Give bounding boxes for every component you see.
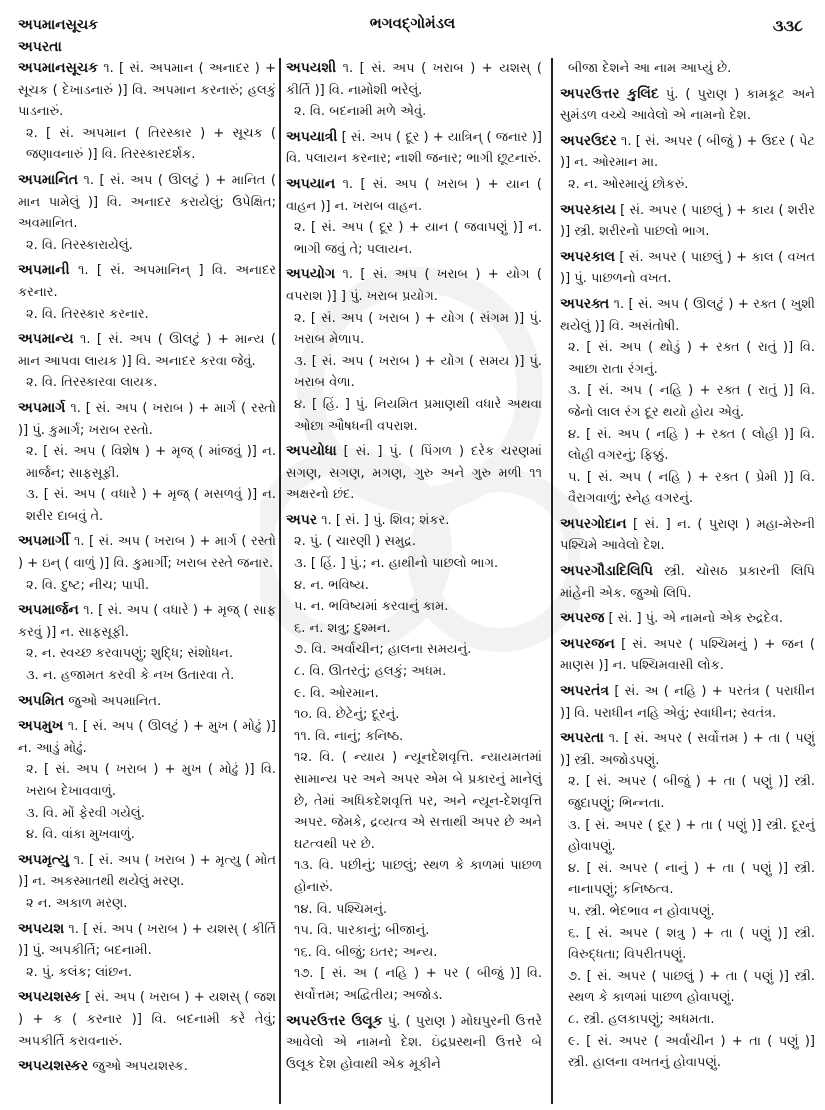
sense: ૨ ન. અકાળ મરણ. xyxy=(26,895,128,911)
headword: અપરતંત્ર xyxy=(560,683,609,700)
sense: ૧. [ સં. અપ ( ઊલટું ) + માન્ય ( માન આપવા લાયક )] વિ. અનાદર કરવા જેવું. xyxy=(18,332,277,369)
dictionary-entry xyxy=(18,398,276,528)
headword: અપમાર્ગી xyxy=(18,533,70,550)
entry-first-line xyxy=(18,850,276,893)
sense: ૧૦. વિ. છેટેનું; દૂરનું. xyxy=(294,707,400,723)
entry-first-line xyxy=(560,634,815,677)
sense: ૪. ન. ભવિષ્ય. xyxy=(294,577,369,593)
headword: અપર xyxy=(286,511,318,528)
sense: [ સં. અ ( નહિ ) + પરતંત્ર ( પરાધીન )] વિ. પરાધીન નહિ એવું; સ્વાધીન; સ્વતંત્ર. xyxy=(560,684,815,721)
sense: ૧. [ સં. ] પું. શિવ; શંકર. xyxy=(321,512,450,528)
sense: ૧૩. વિ. પછીનું; પાછલું; સ્થળ કે કાળમાં પાછળ હોનારું. xyxy=(294,858,542,895)
sense: ૧. [ સં. અપમાનિન્ ] વિ. અનાદર કરનાર. xyxy=(18,263,276,300)
sense: ૧૭. [ સં. અ ( નહિ ) + પર ( બીજું )] વિ. સર્વોત્તમ; અદ્વિતીય; અજોડ. xyxy=(294,966,542,1003)
headword: અપયાત્રી xyxy=(286,128,338,145)
entry-first-line xyxy=(18,531,276,574)
headword: અપમાની xyxy=(18,262,70,279)
sense: ૮. સ્ત્રી. હલકાપણું; અધમતા. xyxy=(568,1011,715,1027)
sense: ૪. [ સં. અપ ( નહિ ) + રક્ત ( લોહી )] વિ. લોહી વગરનું; ફિક્કું. xyxy=(568,426,815,464)
dictionary-entry xyxy=(560,247,815,290)
dictionary-entry xyxy=(286,510,542,1007)
headword: અપમૃત્યુ xyxy=(18,851,70,868)
headword: અપયશસ્ક xyxy=(18,989,81,1006)
entry-first-line xyxy=(560,247,815,290)
sense: જુઓ અપમાનિત. xyxy=(68,693,162,709)
sense: ૨. ન. સ્વચ્છ કરવાપણું; શુદ્ધિ; સંશોધન. xyxy=(26,646,233,662)
entry-first-line xyxy=(560,84,815,127)
dictionary-entry xyxy=(18,170,276,256)
sense: ૩. [ સં. અપ ( નહિ ) + રક્ત ( રાતું )] વિ. જેનો લાલ રંગ દૂર થયો હોય એવું. xyxy=(568,383,815,420)
headword: અપયાન xyxy=(286,175,336,192)
entry-first-line xyxy=(286,174,542,217)
sense: ૨. [ સં. અપ ( ખરાબ ) + યોગ ( સંગમ )] પું. ખરાબ મેળાપ. xyxy=(294,310,542,348)
headword: અપયશી xyxy=(286,60,337,76)
sense: ૩. ન. હજામત કરવી કે નખ ઉતારવા તે. xyxy=(26,668,235,684)
sense: સ્ત્રી. ચોસઠ પ્રકારની લિપિ માંહેની એક. જુઓ લિપિ. xyxy=(560,564,815,601)
dictionary-entry xyxy=(286,1011,542,1076)
sense: ૩. વિ. મોં ફેરવી ગયેલું. xyxy=(26,805,145,821)
column-2 xyxy=(286,58,542,1079)
entry-first-line xyxy=(18,600,276,643)
headword: અપરક્ત xyxy=(560,295,610,312)
sense: ૧. [ સં. અપ ( ખરાબ ) + માર્ગ ( રસ્તો ) + ઇન્ ( વાળું )] વિ. કુમાર્ગી; ખરાબ રસ્તે જનાર. xyxy=(18,534,276,572)
sense: ૨. પું. કલંક; લાંછન. xyxy=(26,964,133,980)
sense: ૧૨. વિ. ( ન્યાય ) ન્યૂનદેશવૃત્તિ. ન્યાયમતમાં સામાન્ય પર અને અપર એમ બે પ્રકારનું માનેલું છે, તેમાં અધિકદેશવૃત્તિ પર, અને ન્યૂન-દેશવૃત્તિ અપર. જેમકે, દ્રવ્યત્વ એ સત્તાથી અપર છે અને ઘટત્વથી પર છે. xyxy=(294,750,542,852)
sense: ૧. [ સં. અપ ( ખરાબ ) + યાન ( વાહન )] ન. ખરાબ વાહન. xyxy=(286,176,542,214)
sense: ૫. ન. ભવિષ્યમાં કરવાનું કામ. xyxy=(294,599,449,615)
sense: ૫. [ સં. અપ ( નહિ ) + રક્ત ( પ્રેમી )] વિ. વૈરાગવાળું; સ્નેહ વગરનું. xyxy=(568,469,815,507)
sense: ૯. વિ. ઓરમાન. xyxy=(294,685,379,701)
dictionary-entry xyxy=(18,716,276,846)
dictionary-entry xyxy=(18,260,276,325)
headword: અપરગૌડાદિલિપિ xyxy=(560,563,654,580)
sense: ૧. [ સં. અપ ( ઊલટું ) + માનિત ( માન પામેલું )] વિ. અનાદર કરાયેલું; ઉપેક્ષિત; અવમાનિત. xyxy=(18,172,276,232)
sense: [ સં. અપ ( ખરાબ ) + યશસ્ ( જશ ) + ક ( કરનાર )] વિ. બદનામી કરે તેવું; અપકીર્તિ કરાવનારું. xyxy=(18,990,276,1049)
dictionary-entry xyxy=(18,600,276,686)
headword: અપરજ xyxy=(560,610,605,627)
sense: ૨. [ સં. અપર ( બીજું ) + તા ( પણું )] સ્ત્રી. જુદાપણું; ભિન્નતા. xyxy=(568,774,815,811)
sense: ૩. [ સં. અપ ( વધારે ) + મૃજ્ ( મસળવું )] ન. શરીર દાબવું તે. xyxy=(26,487,276,524)
sense: ૭. [ સં. અપર ( પાછલું ) + તા ( પણું )] સ્ત્રી. સ્થળ કે કાળમાં પાછળ હોવાપણું. xyxy=(568,968,815,1006)
headword: અપરઉત્તર કુલિંદ xyxy=(560,85,659,102)
sense: ૩. [ હિં. ] પું.; ન. હાથીનો પાછલો ભાગ. xyxy=(294,556,499,572)
sense: ૩. [ સં. અપ ( ખરાબ ) + યોગ ( સમય )] પું. ખરાબ વેળા. xyxy=(294,353,542,391)
sense: પું. ( પુરાણ ) કામકૂટ અને સુમંડળ વચ્ચે આવેલો એ નામનો દેશ. xyxy=(560,86,815,124)
dictionary-entry xyxy=(18,329,276,394)
sense: ૨. વિ. દુષ્ટ; નીચ; પાપી. xyxy=(26,577,150,593)
entry-first-line xyxy=(18,987,276,1052)
dictionary-entry xyxy=(286,441,542,506)
sense: ૨. વિ. તિરસ્કારાયેલું. xyxy=(26,237,133,253)
entry-first-line xyxy=(18,919,276,962)
sense: [ સં. ] પું. ( પિંગળ ) દરેક ચરણમાં સગણ, સગણ, મગણ, ગુરુ અને ગુરુ મળી ૧૧ અક્ષરનો છંદ. xyxy=(286,444,542,503)
headword: અપમિત xyxy=(18,692,65,709)
entry-first-line xyxy=(286,510,542,532)
sense: [ સં. અપર ( પશ્ચિમનું ) + જન ( માણસ )] ન. પશ્ચિમવાસી લોક. xyxy=(560,636,815,674)
headword: અપયશસ્કર xyxy=(18,1058,89,1075)
sense: ૧. [ સં. અપર ( બીજું ) + ઉદર ( પેટ )] ન. ઓરમાન મા. xyxy=(560,133,815,171)
book-title: ભગવદ્ગોમંડલ xyxy=(369,14,456,32)
headword: અપમાર્જન xyxy=(18,602,79,619)
headword: અપયોગ xyxy=(286,266,336,283)
entry-first-line xyxy=(18,260,276,303)
headword: અપરતા xyxy=(560,730,604,747)
sense: જુઓ અપયશસ્ક. xyxy=(92,1059,188,1075)
sense: ૭. વિ. અર્વાચીન; હાલના સમયનું. xyxy=(294,642,472,658)
entry-first-line xyxy=(18,329,276,372)
guide-word-first: અપમાનસૂચક xyxy=(18,17,99,33)
sense: પું. ( પુરાણ ) મોઘપુરની ઉત્તરે આવેલો એ નામનો દેશ. ઇંદ્રપ્રસ્થની ઉત્તરે બે ઉલૂક દેશ હોવાથી એક મૂકીને xyxy=(286,1013,543,1072)
sense: [ સં. ] ન. ( પુરાણ ) મહા-મેરુની પશ્ચિમે આવેલો દેશ. xyxy=(560,516,816,554)
headword: અપરઉદર xyxy=(560,132,617,149)
headword: અપમુખ xyxy=(18,718,64,735)
entry-first-line xyxy=(286,1011,542,1076)
headword: અપમાનસૂચક xyxy=(18,60,99,76)
sense: ૨. ન. ઓરમાયું છોકરું. xyxy=(568,176,689,192)
sense: ૧. [ સં. અપ ( ખરાબ ) + માર્ગ ( રસ્તો )] પું. કુમાર્ગ; ખરાબ રસ્તો. xyxy=(18,400,276,438)
dictionary-entry xyxy=(560,294,815,510)
dictionary-entry xyxy=(18,919,276,984)
sense: ૧૬. વિ. બીજું; ઇતર; અન્ય. xyxy=(294,944,438,960)
sense: ૨. [ સં. અપમાન ( તિરસ્કાર ) + સૂચક ( જણાવનારું )] વિ. તિરસ્કારદર્શક. xyxy=(26,125,276,163)
guide-word-last: અપરતા xyxy=(18,39,62,55)
headword: અપરકાલ xyxy=(560,248,615,265)
dictionary-entry xyxy=(560,634,815,677)
sense: ૧. [ સં. અપ ( ઊલટું ) + મુખ ( મોઢું )] ન. આડું મોઢું. xyxy=(18,719,276,756)
entry-first-line xyxy=(18,716,276,759)
sense: ૩. [ સં. અપર ( દૂર ) + તા ( પણું )] સ્ત્રી. દૂરનું હોવાપણું. xyxy=(568,817,815,855)
sense: ૪. વિ. વાંકા મુખવાળું. xyxy=(26,827,135,843)
sense: ૬. ન. શત્રુ; દુશ્મન. xyxy=(294,620,391,636)
column-divider xyxy=(551,58,553,1104)
entry-first-line xyxy=(560,200,815,243)
sense: ૧. [ સં. અપ ( ખરાબ ) + મૃત્યુ ( મોત )] ન. અકસ્માતથી થયેલું મરણ. xyxy=(18,852,276,890)
entry-first-line xyxy=(286,58,542,101)
sense: ૧૪. વિ. પશ્ચિમનું. xyxy=(294,901,388,917)
entry-first-line xyxy=(18,398,276,441)
dictionary-entry xyxy=(18,1056,276,1078)
entry-first-line xyxy=(286,264,542,307)
sense: ૨. [ સં. અપ ( થોડું ) + રક્ત ( રાતું )] વિ. આછા રાતા રંગનું. xyxy=(568,340,815,377)
dictionary-entry xyxy=(18,58,276,166)
sense: ૧. [ સં. અપમાન ( અનાદર ) + સૂચક ( દેખાડનારું )] વિ. અપમાન કરનારું; હલકું પાડનારું. xyxy=(18,61,276,120)
dictionary-entry xyxy=(560,608,815,630)
entry-first-line xyxy=(560,131,815,174)
sense: ૪. [ હિં. ] પું. નિયમિત પ્રમાણથી વધારે અથવા ઓછા ઔષધની વપરાશ. xyxy=(294,396,542,434)
entry-first-line xyxy=(560,561,815,604)
column-3 xyxy=(560,58,815,1078)
dictionary-entry xyxy=(286,264,542,437)
entry-first-line xyxy=(560,681,815,724)
column-divider xyxy=(279,58,281,1104)
entry-continuation: બીજા દેશને આ નામ આપ્યું છે. xyxy=(568,61,732,76)
dictionary-entry xyxy=(18,531,276,596)
headword: અપયોધા xyxy=(286,443,337,460)
dictionary-entry xyxy=(560,131,815,196)
dictionary-entry xyxy=(286,174,542,260)
sense: ૧. [ સં. અપર ( સર્વોત્તમ ) + તા ( પણું )] સ્ત્રી. અજોડપણું. xyxy=(560,731,815,768)
dictionary-entry xyxy=(560,84,815,127)
entry-first-line xyxy=(18,58,276,123)
headword: અપમાર્ગ xyxy=(18,399,66,416)
headword: અપરકાય xyxy=(560,201,616,218)
headword: અપરઉત્તર ઉલૂક xyxy=(286,1012,383,1029)
sense: ૧. [ સં. અપ ( ખરાબ ) + યશસ્ ( કીર્તિ )] વિ. નામોશી ભરેલું. xyxy=(286,61,542,98)
sense: [ સં. અપર ( પાછલું ) + કાય ( શરીર )] સ્ત્રી. શરીરનો પાછલો ભાગ. xyxy=(560,202,815,240)
page-number: ૩૩૮ xyxy=(772,16,803,35)
entry-first-line xyxy=(18,691,276,713)
sense: [ સં. અપર ( પાછલું ) + કાલ ( વખત )] પું. પાછળનો વખત. xyxy=(560,249,815,287)
dictionary-entry xyxy=(286,58,542,123)
dictionary-entry xyxy=(18,691,276,713)
entry-first-line xyxy=(18,170,276,235)
sense: ૧. [ સં. અપ ( વધારે ) + મૃજ્ ( સાફ કરવું )] ન. સાફસૂફી. xyxy=(18,603,276,640)
dictionary-entry xyxy=(560,561,815,604)
sense: [ સં. ] પું. એ નામનો એક રુદ્રદેવ. xyxy=(608,611,784,627)
column-1 xyxy=(18,58,276,1082)
entry-first-line xyxy=(286,441,542,506)
sense: ૨. વિ. તિરસ્કારવા લાયક. xyxy=(26,375,158,391)
sense: ૯. [ સં. અપર ( અર્વાચીન ) + તા ( પણું )] સ્ત્રી. હાલના વખતનું હોવાપણું. xyxy=(568,1033,815,1071)
entry-first-line xyxy=(286,127,542,170)
sense: ૨. પું. ( ચારણી ) સમુદ્ર. xyxy=(294,534,417,550)
sense: ૧. [ સં. અપ ( ખરાબ ) + યોગ ( વપરાશ )] ] પું. ખરાબ પ્રયોગ. xyxy=(286,267,542,304)
headword: અપયશ xyxy=(18,920,65,937)
sense: ૨. વિ. બદનામી મળે એવું. xyxy=(294,104,427,120)
dictionary-entry xyxy=(286,127,542,170)
headword: અપરજન xyxy=(560,635,615,652)
dictionary-entry xyxy=(18,987,276,1052)
sense: ૨. વિ. તિરસ્કાર કરનાર. xyxy=(26,306,149,322)
headword: અપરગોદાન xyxy=(560,515,627,532)
dictionary-entry xyxy=(560,728,815,1074)
sense: ૨. [ સં. અપ ( દૂર ) + યાન ( જવાપણું )] ન. ભાગી જવું તે; પલાયન. xyxy=(294,220,542,257)
sense: ૪. [ સં. અપર ( નાનું ) + તા ( પણું )] સ્ત્રી. નાનાપણું; કનિષ્ઠત્વ. xyxy=(568,860,815,898)
sense: ૧. [ સં. અપ ( ખરાબ ) + યશસ્ ( કીર્તિ )] પું. અપકીર્તિ; બદનામી. xyxy=(18,921,276,959)
sense: ૮. વિ. ઊતરતું; હલકું; અધમ. xyxy=(294,664,447,680)
sense: ૧૧. વિ. નાનું; કનિષ્ઠ. xyxy=(294,728,404,744)
dictionary-entry xyxy=(560,514,815,557)
sense: ૫. સ્ત્રી. ભેદભાવ ન હોવાપણું. xyxy=(568,903,715,919)
sense: ૧. [ સં. અપ ( ઊલટું ) + રક્ત ( ખુશી થયેલું )] વિ. અસંતોષી. xyxy=(560,296,815,334)
sense: ૬. [ સં. અપર ( શત્રુ ) + તા ( પણું )] સ્ત્રી. વિરુદ્ધતા; વિપરીતપણું. xyxy=(568,925,815,963)
sense: ૨. [ સં. અપ ( ખરાબ ) + મુખ ( મોઢું )] વિ. ખરાબ દેખાવવાળું. xyxy=(26,762,276,799)
sense: ૧૫. વિ. પારકાનું; બીજાનું. xyxy=(294,923,430,939)
entry-first-line xyxy=(560,514,815,557)
entry-first-line xyxy=(18,1056,276,1078)
entry-first-line xyxy=(560,608,815,630)
dictionary-entry xyxy=(560,200,815,243)
headword: અપમાન્ય xyxy=(18,331,74,348)
dictionary-entry xyxy=(560,681,815,724)
entry-first-line xyxy=(560,294,815,337)
sense: [ સં. અપ ( દૂર ) + યાત્રિન્ ( જનાર )] વિ. પલાયન કરનાર; નાશી જનાર; ભાગી છૂટનારું. xyxy=(286,129,542,167)
headword: અપમાનિત xyxy=(18,171,79,188)
dictionary-entry xyxy=(18,850,276,915)
entry-first-line xyxy=(560,728,815,771)
sense: ૨. [ સં. અપ ( વિશેષ ) + મૃજ્ ( માંજવું )] ન. માર્જન; સાફસૂફી. xyxy=(26,444,276,481)
